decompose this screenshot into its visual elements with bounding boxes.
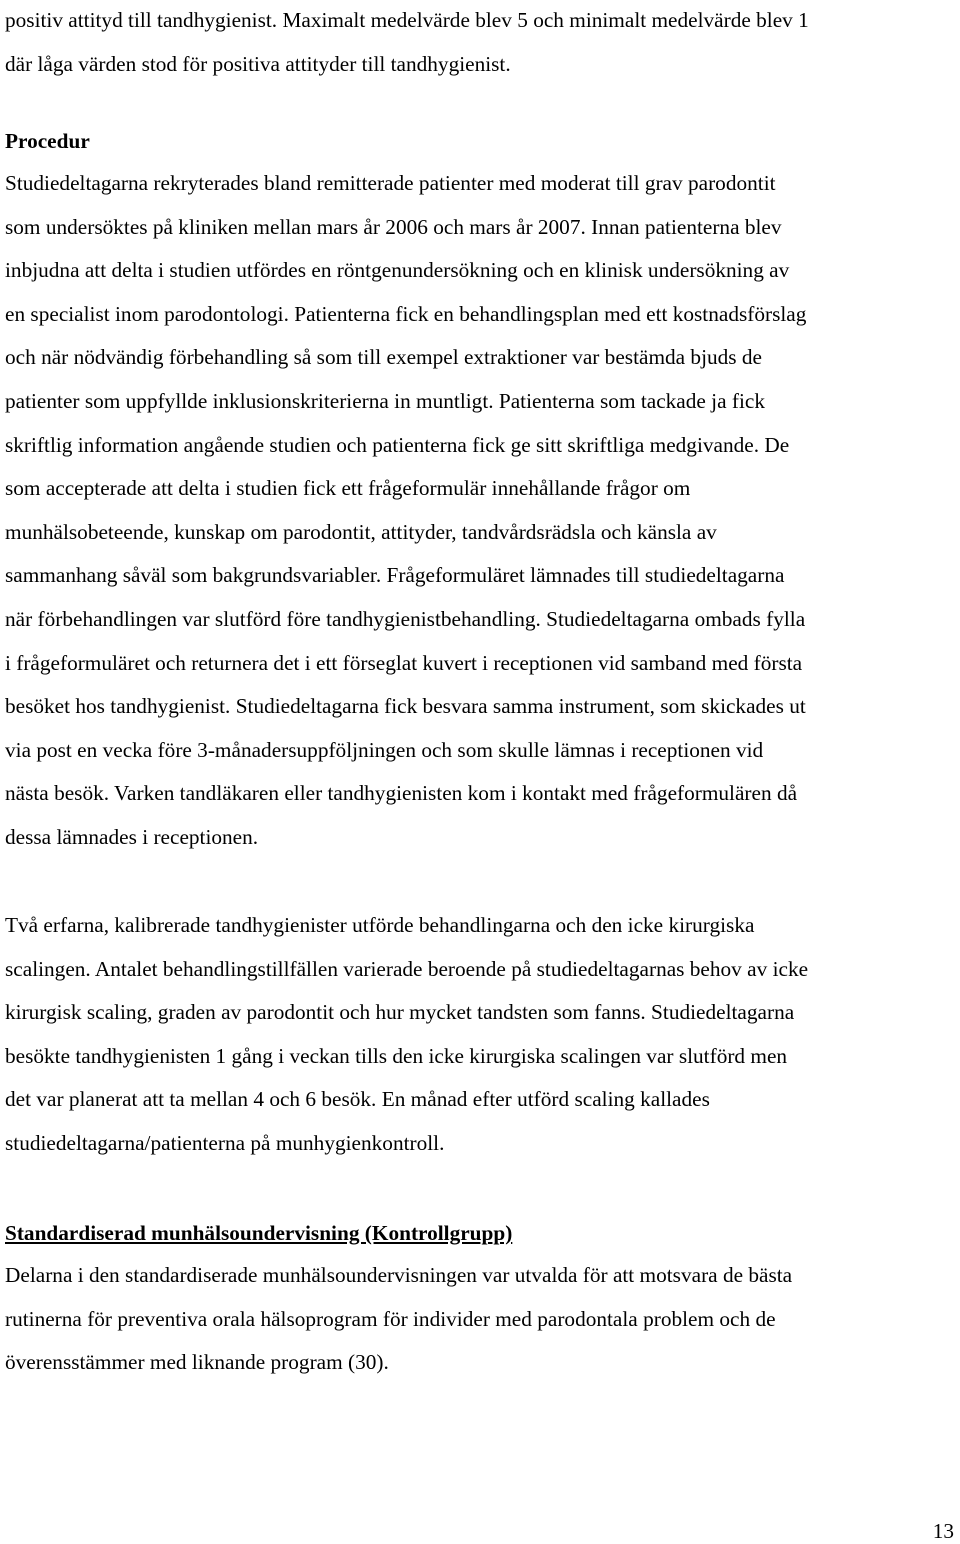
intro-tail-paragraph: positiv attityd till tandhygienist. Maximalt medelvärde blev 5 och minimalt medelvärde blev 1 där låga värden stod för positiva attityder till tandhygienist. <box>5 8 809 76</box>
procedur-heading: Procedur <box>5 129 90 153</box>
procedur-paragraph: Studiedeltagarna rekryterades bland remitterade patienter med moderat till grav parodontit som undersöktes på kliniken mellan mars år 2006 och mars år 2007. Innan patienterna blev inbjudna att delta i studien utfördes en röntgenundersökning och en klinisk undersökning av en specialist inom parodontologi. Patienterna fick en behandlingsplan med ett kostnadsförslag och när nödvändig förbehandling så som till exempel extraktioner var bestämda bjuds de patienter som uppfyllde inklusionskriterierna in muntligt. Patienterna som tackade ja fick skriftlig information angående studien och patienterna fick ge sitt skriftliga medgivande. De som accepterade att delta i studien fick ett frågeformulär innehållande frågor om munhälsobeteende, kunskap om parodontit, attityder, tandvårdsrädsla och känsla av sammanhang såväl som bakgrundsvariabler. Frågeformuläret lämnades till studiedeltagarna när förbehandlingen var slutförd före tandhygienistbehandling. Studiedeltagarna ombads fylla i frågeformuläret och returnera det i ett förseglat kuvert i receptionen vid samband med första besöket hos tandhygienist. Studiedeltagarna fick besvara samma instrument, som skickades ut via post en vecka före 3-månadersuppföljningen och som skulle lämnas i receptionen vid nästa besök. Varken tandläkaren eller tandhygienisten kom i kontakt med frågeformulären då dessa lämnades i receptionen. <box>5 171 807 849</box>
standard-heading <box>5 1220 512 1246</box>
behandling-paragraph: Två erfarna, kalibrerade tandhygienister utförde behandlingarna och den icke kirurgiska scalingen. Antalet behandlingstillfällen varierade beroende på studiedeltagarnas behov av icke kirurgisk scaling, graden av parodontit och hur mycket tandsten som fanns. Studiedeltagarna besökte tandhygienisten 1 gång i veckan tills den icke kirurgiska scalingen var slutförd men det var planerat att ta mellan 4 och 6 besök. En månad efter utförd scaling kallades studiedeltagarna/patienterna på munhygienkontroll. <box>5 913 809 1155</box>
standard-paragraph: Delarna i den standardiserade munhälsoundervisningen var utvalda för att motsvara de bästa rutinerna för preventiva orala hälsoprogram för individer med parodontala problem och de överensstämmer med liknande program (30). <box>5 1263 793 1375</box>
standard-heading-text: Standardiserad munhälsoundervisning (Kontrollgrupp) <box>5 1221 513 1245</box>
page-number: 13 <box>932 1519 954 1543</box>
